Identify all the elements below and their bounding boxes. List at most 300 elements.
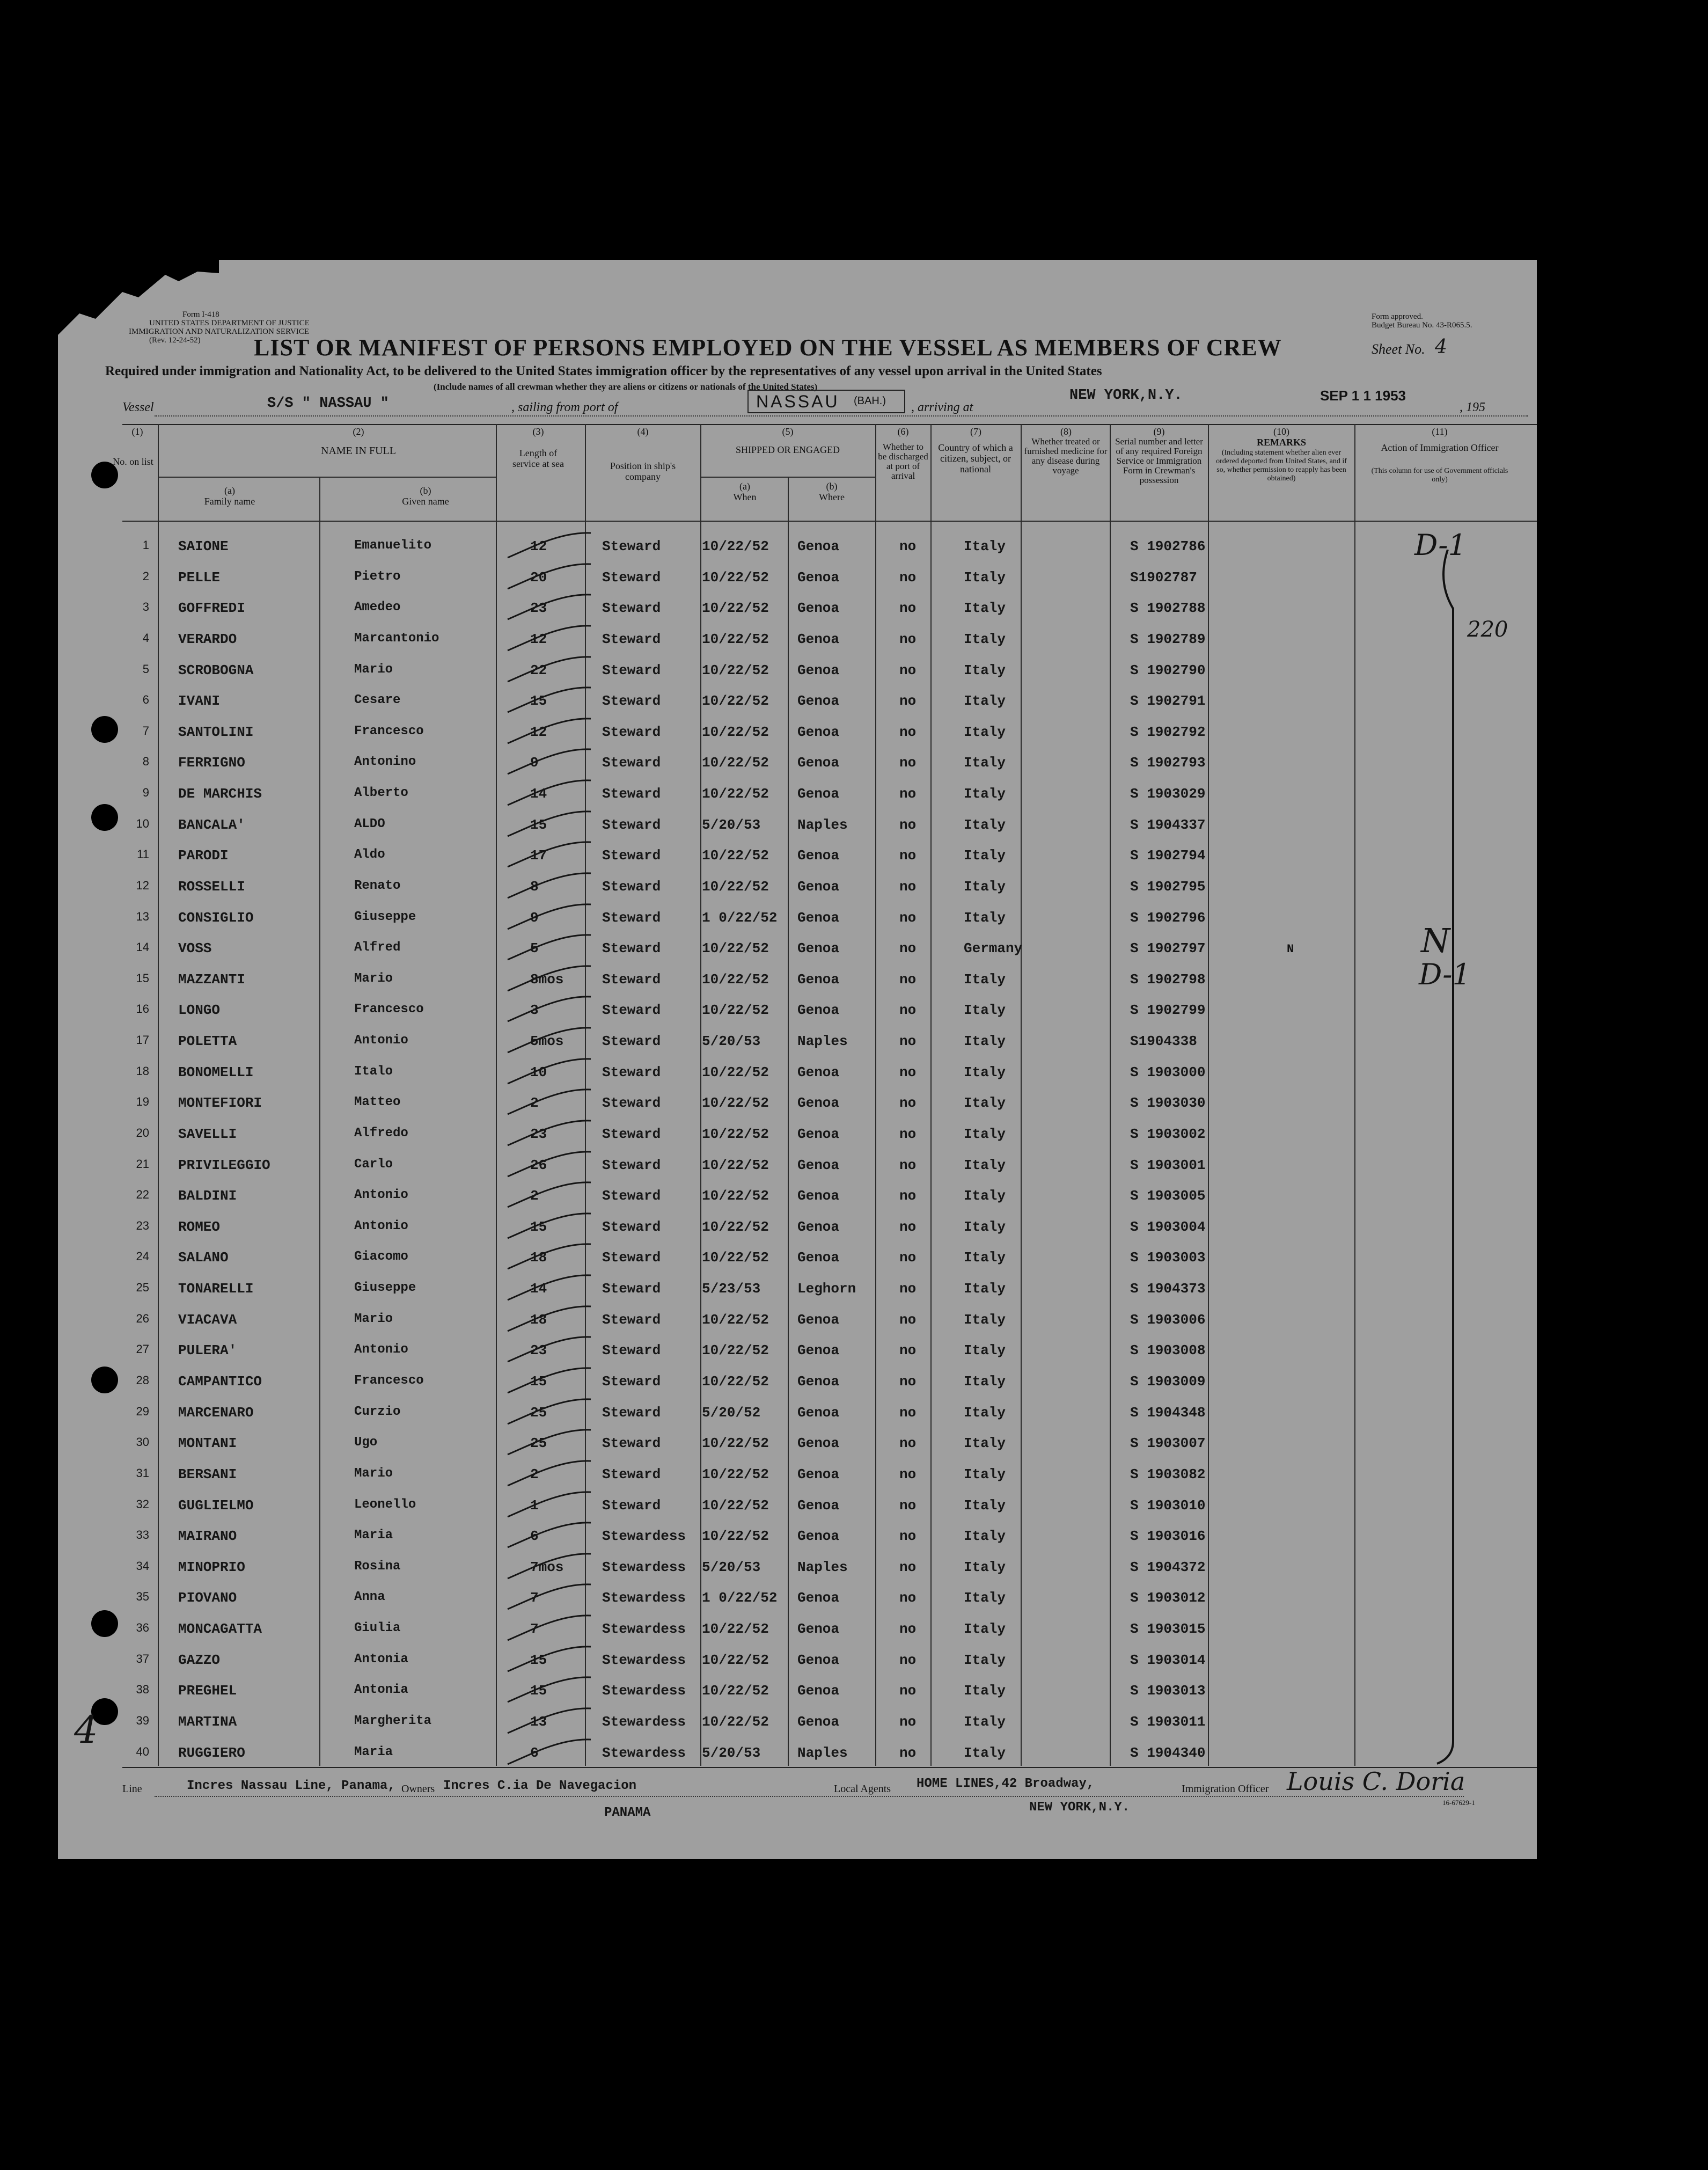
col9-number: (9) — [1153, 426, 1165, 437]
given-name: Antonio — [354, 1188, 408, 1203]
row-number: 22 — [136, 1188, 149, 1202]
discharged: no — [899, 1281, 917, 1297]
position: Steward — [602, 1002, 661, 1019]
row-number: 15 — [136, 971, 149, 985]
shipped-when: 10/22/52 — [702, 1311, 769, 1328]
discharged: no — [899, 1311, 917, 1328]
shipped-when: 5/20/53 — [702, 816, 761, 833]
include-note: (Include names of all crewman whether they are aliens or citizens or nationals of the United States) — [434, 382, 818, 392]
row-number: 4 — [142, 631, 149, 645]
row-number: 7 — [142, 724, 149, 737]
serial-number: S 1902796 — [1130, 909, 1206, 926]
country: Italy — [964, 1342, 1006, 1359]
given-name: Aldo — [354, 847, 385, 863]
table-row — [58, 1677, 1537, 1708]
serial-number: S 1903004 — [1130, 1218, 1206, 1235]
position: Steward — [602, 847, 661, 864]
row-number: 37 — [136, 1652, 149, 1665]
col6-header: Whether to be discharged at port of arrival — [878, 442, 928, 481]
col7-number: (7) — [970, 426, 981, 437]
serial-number: S 1903016 — [1130, 1528, 1206, 1545]
given-name: Antonia — [354, 1683, 408, 1698]
action-n-mark: N — [1421, 921, 1450, 960]
col2-header: NAME IN FULL — [321, 445, 396, 457]
position: Steward — [602, 1497, 661, 1514]
shipped-when: 10/22/52 — [702, 724, 769, 740]
position: Steward — [602, 724, 661, 740]
row-number: 23 — [136, 1218, 149, 1232]
department-line: UNITED STATES DEPARTMENT OF JUSTICE — [149, 319, 310, 327]
family-name: GOFFREDI — [178, 600, 245, 617]
serial-number: S 1902797 — [1130, 940, 1206, 957]
given-name: Antonio — [354, 1218, 408, 1233]
country: Italy — [964, 1218, 1006, 1235]
table-row — [58, 626, 1537, 656]
row-number: 9 — [142, 786, 149, 800]
family-name: CAMPANTICO — [178, 1373, 262, 1390]
shipped-where: Genoa — [797, 786, 840, 802]
length-of-service: 12 — [530, 724, 547, 740]
country: Italy — [964, 1466, 1006, 1482]
shipped-where: Genoa — [797, 1652, 840, 1668]
position: Steward — [602, 631, 661, 647]
position: Steward — [602, 1342, 661, 1359]
table-row — [58, 1708, 1537, 1739]
table-row — [58, 1368, 1537, 1399]
position: Steward — [602, 1033, 661, 1050]
shipped-when: 5/20/53 — [702, 1559, 761, 1575]
serial-number: S 1902788 — [1130, 600, 1206, 617]
serial-number: S 1902798 — [1130, 971, 1206, 988]
country: Italy — [964, 971, 1006, 988]
table-row — [58, 1182, 1537, 1213]
given-name: Marcantonio — [354, 631, 439, 646]
serial-number: S 1903002 — [1130, 1126, 1206, 1142]
position: Steward — [602, 1218, 661, 1235]
length-of-service: 25 — [530, 1404, 547, 1421]
family-name: MARCENARO — [178, 1404, 254, 1421]
row-number: 20 — [136, 1126, 149, 1139]
shipped-when: 10/22/52 — [702, 1250, 769, 1266]
length-of-service: 10 — [530, 1064, 547, 1080]
discharged: no — [899, 1497, 917, 1514]
serial-number: S 1903082 — [1130, 1466, 1206, 1482]
country: Italy — [964, 1281, 1006, 1297]
discharged: no — [899, 631, 917, 647]
serial-number: S 1902790 — [1130, 662, 1206, 678]
shipped-where: Genoa — [797, 1311, 840, 1328]
shipped-where: Genoa — [797, 1373, 840, 1390]
shipped-where: Naples — [797, 1559, 848, 1575]
position: Steward — [602, 1435, 661, 1452]
shipped-where: Genoa — [797, 600, 840, 617]
length-of-service: 15 — [530, 1218, 547, 1235]
given-name: Giacomo — [354, 1250, 408, 1265]
shipped-when: 10/22/52 — [702, 1435, 769, 1452]
position: Steward — [602, 1188, 661, 1204]
shipped-where: Genoa — [797, 1683, 840, 1699]
row-number: 32 — [136, 1497, 149, 1511]
col11-number: (11) — [1432, 426, 1448, 437]
discharged: no — [899, 1064, 917, 1080]
row-number: 10 — [136, 816, 149, 830]
arrival-date-stamp: SEP 1 1 1953 — [1320, 388, 1406, 404]
discharged: no — [899, 878, 917, 895]
row-number: 26 — [136, 1311, 149, 1325]
shipped-when: 10/22/52 — [702, 1188, 769, 1204]
shipped-when: 10/22/52 — [702, 538, 769, 554]
pen-check-mark — [502, 1612, 593, 1645]
col5-number: (5) — [782, 426, 794, 437]
table-row — [58, 935, 1537, 966]
shipped-when: 10/22/52 — [702, 693, 769, 710]
discharged: no — [899, 1590, 917, 1606]
family-name: BONOMELLI — [178, 1064, 254, 1080]
sheet-label: Sheet No. — [1372, 341, 1425, 357]
table-row — [58, 1275, 1537, 1306]
table-row — [58, 1492, 1537, 1523]
family-name: ROMEO — [178, 1218, 221, 1235]
shipped-when: 10/22/52 — [702, 569, 769, 586]
length-of-service: 5 — [530, 940, 539, 957]
family-name: MINOPRIO — [178, 1559, 245, 1575]
print-code: 16-67629-1 — [1442, 1799, 1475, 1807]
family-name: TONARELLI — [178, 1281, 254, 1297]
table-row — [58, 1647, 1537, 1677]
shipped-where: Genoa — [797, 878, 840, 895]
row-number: 8 — [142, 755, 149, 769]
given-name: Maria — [354, 1744, 393, 1759]
position: Stewardess — [602, 1713, 686, 1730]
pen-check-mark — [502, 1056, 593, 1088]
country: Italy — [964, 909, 1006, 926]
row-number: 21 — [136, 1157, 149, 1171]
country: Italy — [964, 538, 1006, 554]
length-of-service: 7mos — [530, 1559, 564, 1575]
given-name: Italo — [354, 1064, 393, 1079]
position: Steward — [602, 1064, 661, 1080]
given-name: Giulia — [354, 1621, 401, 1636]
family-name: PRIVILEGGIO — [178, 1157, 270, 1173]
discharged: no — [899, 847, 917, 864]
form-approved: Form approved. — [1372, 312, 1423, 321]
pen-check-mark — [502, 591, 593, 624]
shipped-when: 10/22/52 — [702, 1713, 769, 1730]
col5a-letter: (a) — [739, 481, 750, 492]
given-name: Matteo — [354, 1095, 401, 1110]
shipped-when: 5/20/53 — [702, 1033, 761, 1050]
shipped-when: 5/23/53 — [702, 1281, 761, 1297]
row-number: 34 — [136, 1559, 149, 1573]
shipped-where: Genoa — [797, 940, 840, 957]
serial-number: S1902787 — [1130, 569, 1197, 586]
col8-header: Whether treated or furnished medicine for any disease during voyage — [1024, 436, 1108, 476]
position: Steward — [602, 786, 661, 802]
shipped-when: 10/22/52 — [702, 1528, 769, 1545]
position: Steward — [602, 1373, 661, 1390]
pen-check-mark — [502, 1427, 593, 1459]
given-name: Francesco — [354, 1373, 424, 1388]
shipped-where: Genoa — [797, 1466, 840, 1482]
row-number: 27 — [136, 1342, 149, 1356]
family-name: BANCALA' — [178, 816, 245, 833]
discharged: no — [899, 1404, 917, 1421]
family-name: BALDINI — [178, 1188, 237, 1204]
shipped-when: 10/22/52 — [702, 1373, 769, 1390]
row-number: 1 — [142, 538, 149, 552]
shipped-where: Genoa — [797, 1188, 840, 1204]
country: Italy — [964, 786, 1006, 802]
grid-line — [158, 477, 496, 478]
shipped-where: Genoa — [797, 1002, 840, 1019]
arriving-label: , arriving at — [911, 400, 973, 414]
pen-check-mark — [502, 1458, 593, 1490]
serial-number: S1904338 — [1130, 1033, 1197, 1050]
shipped-when: 10/22/52 — [702, 631, 769, 647]
col9-header: Serial number and letter of any required Foreign Service or Immigration Form in Crewman's possession — [1115, 436, 1203, 485]
discharged: no — [899, 724, 917, 740]
col2a-letter: (a) — [224, 485, 235, 496]
serial-number: S 1903015 — [1130, 1621, 1206, 1638]
handwritten-220: 220 — [1467, 617, 1508, 642]
table-row — [58, 1554, 1537, 1584]
row-number: 35 — [136, 1590, 149, 1604]
row-number: 25 — [136, 1281, 149, 1295]
length-of-service: 7 — [530, 1621, 539, 1638]
pen-check-mark — [502, 1149, 593, 1181]
given-name: Anna — [354, 1590, 385, 1605]
col7-header: Country of which a citizen, subject, or national — [938, 442, 1013, 474]
given-name: Antonio — [354, 1342, 408, 1357]
country: Italy — [964, 1744, 1006, 1761]
discharged: no — [899, 816, 917, 833]
pen-check-mark — [502, 870, 593, 902]
row-number: 19 — [136, 1095, 149, 1109]
table-row — [58, 997, 1537, 1027]
revision-date: (Rev. 12-24-52) — [149, 336, 201, 345]
discharged: no — [899, 971, 917, 988]
shipped-where: Genoa — [797, 693, 840, 710]
serial-number: S 1904372 — [1130, 1559, 1206, 1575]
shipped-where: Genoa — [797, 755, 840, 771]
given-name: Pietro — [354, 569, 401, 584]
shipped-when: 10/22/52 — [702, 1466, 769, 1482]
row-number: 5 — [142, 662, 149, 676]
row-number: 13 — [136, 909, 149, 923]
family-name: ROSSELLI — [178, 878, 245, 895]
pen-check-mark — [502, 1365, 593, 1397]
given-name: Cesare — [354, 693, 401, 708]
pen-check-mark — [502, 1643, 593, 1676]
col1-number: (1) — [131, 426, 143, 437]
row-number: 6 — [142, 693, 149, 707]
table-row — [58, 1214, 1537, 1244]
family-name: GAZZO — [178, 1652, 221, 1668]
pen-check-mark — [502, 1551, 593, 1583]
row-number: 18 — [136, 1064, 149, 1078]
shipped-when: 1 0/22/52 — [702, 1590, 778, 1606]
serial-number: S 1904348 — [1130, 1404, 1206, 1421]
row-number: 24 — [136, 1250, 149, 1263]
serial-number: S 1903003 — [1130, 1250, 1206, 1266]
pen-check-mark — [502, 530, 593, 562]
country: Italy — [964, 878, 1006, 895]
position: Steward — [602, 1126, 661, 1142]
pen-check-mark — [502, 777, 593, 809]
footer-line-label: Line — [122, 1783, 142, 1795]
row-number: 11 — [137, 847, 149, 861]
shipped-where: Genoa — [797, 1126, 840, 1142]
family-name: PARODI — [178, 847, 229, 864]
year-suffix: , 195 — [1460, 400, 1485, 414]
country: Italy — [964, 1528, 1006, 1545]
table-row — [58, 1244, 1537, 1275]
position: Steward — [602, 693, 661, 710]
length-of-service: 2 — [530, 1095, 539, 1112]
serial-number: S 1903005 — [1130, 1188, 1206, 1204]
discharged: no — [899, 1126, 917, 1142]
shipped-where: Genoa — [797, 1528, 840, 1545]
given-name: Maria — [354, 1528, 393, 1543]
shipped-when: 10/22/52 — [702, 1002, 769, 1019]
col5a-header: When — [733, 492, 757, 502]
serial-number: S 1903007 — [1130, 1435, 1206, 1452]
table-row — [58, 595, 1537, 625]
action-d1-mid: D-1 — [1419, 958, 1471, 991]
length-of-service: 15 — [530, 816, 547, 833]
country: Italy — [964, 755, 1006, 771]
country: Italy — [964, 1095, 1006, 1112]
page-title: LIST OR MANIFEST OF PERSONS EMPLOYED ON THE VESSEL AS MEMBERS OF CREW — [254, 334, 1282, 361]
serial-number: S 1902786 — [1130, 538, 1206, 554]
discharged: no — [899, 1713, 917, 1730]
shipped-when: 10/22/52 — [702, 1342, 769, 1359]
pen-check-mark — [502, 1674, 593, 1706]
serial-number: S 1903014 — [1130, 1652, 1206, 1668]
discharged: no — [899, 755, 917, 771]
row-number: 31 — [136, 1466, 149, 1480]
country: Italy — [964, 600, 1006, 617]
country: Italy — [964, 1157, 1006, 1173]
shipped-when: 10/22/52 — [702, 755, 769, 771]
pen-check-mark — [502, 746, 593, 778]
table-row — [58, 904, 1537, 935]
shipped-where: Genoa — [797, 724, 840, 740]
position: Steward — [602, 909, 661, 926]
discharged: no — [899, 1342, 917, 1359]
country: Italy — [964, 1188, 1006, 1204]
position: Steward — [602, 940, 661, 957]
position: Steward — [602, 755, 661, 771]
pen-check-mark — [502, 1581, 593, 1613]
family-name: PREGHEL — [178, 1683, 237, 1699]
shipped-where: Genoa — [797, 1435, 840, 1452]
shipped-where: Leghorn — [797, 1281, 856, 1297]
serial-number: S 1902795 — [1130, 878, 1206, 895]
table-row — [58, 873, 1537, 904]
footer-owners-value: Incres C.ia De Navegacion — [443, 1779, 637, 1793]
serial-number: S 1903006 — [1130, 1311, 1206, 1328]
col3-header: Length of service at sea — [512, 448, 564, 469]
country: Italy — [964, 847, 1006, 864]
length-of-service: 17 — [530, 847, 547, 864]
table-row — [58, 1584, 1537, 1615]
position: Steward — [602, 1311, 661, 1328]
row-number: 16 — [136, 1002, 149, 1016]
family-name: VERARDO — [178, 631, 237, 647]
shipped-where: Genoa — [797, 971, 840, 988]
family-name: IVANI — [178, 693, 221, 710]
pen-check-mark — [502, 1025, 593, 1057]
port-stamp-box — [747, 390, 905, 413]
country: Italy — [964, 1126, 1006, 1142]
table-row — [58, 1152, 1537, 1182]
row-number: 36 — [136, 1621, 149, 1635]
footer-agents-value2: NEW YORK,N.Y. — [1029, 1800, 1130, 1815]
country: Italy — [964, 1435, 1006, 1452]
col2b-header: Given name — [402, 496, 449, 507]
shipped-when: 10/22/52 — [702, 1652, 769, 1668]
manifest-sheet — [58, 260, 1537, 1859]
shipped-when: 10/22/52 — [702, 1621, 769, 1638]
footer-underline — [155, 1796, 1464, 1798]
pen-check-mark — [502, 1736, 593, 1769]
shipped-where: Genoa — [797, 1157, 840, 1173]
given-name: Francesco — [354, 724, 424, 739]
row-number: 40 — [136, 1744, 149, 1758]
serial-number: S 1904373 — [1130, 1281, 1206, 1297]
vessel-underline — [155, 415, 1528, 417]
given-name: Emanuelito — [354, 538, 432, 553]
pen-check-mark — [502, 1334, 593, 1366]
given-name: ALDO — [354, 816, 385, 831]
row-number: 28 — [136, 1373, 149, 1387]
given-name: Mario — [354, 1311, 393, 1326]
discharged: no — [899, 1466, 917, 1482]
serial-number: S 1903012 — [1130, 1590, 1206, 1606]
table-row — [58, 780, 1537, 811]
col11-header: Action of Immigration Officer — [1381, 442, 1499, 453]
vessel-name: S/S " NASSAU " — [267, 396, 389, 412]
given-name: Curzio — [354, 1404, 401, 1419]
col1-header: No. on list — [113, 456, 153, 467]
serial-number: S 1903000 — [1130, 1064, 1206, 1080]
col10-header: REMARKS — [1256, 437, 1306, 448]
position: Stewardess — [602, 1621, 686, 1638]
family-name: SANTOLINI — [178, 724, 254, 740]
country: Italy — [964, 1373, 1006, 1390]
country: Italy — [964, 569, 1006, 586]
discharged: no — [899, 1435, 917, 1452]
serial-number: S 1903011 — [1130, 1713, 1206, 1730]
row-number: 39 — [136, 1713, 149, 1727]
shipped-where: Naples — [797, 1033, 848, 1050]
position: Stewardess — [602, 1559, 686, 1575]
length-of-service: 9 — [530, 755, 539, 771]
pen-check-mark — [502, 932, 593, 964]
discharged: no — [899, 940, 917, 957]
pen-check-mark — [502, 1179, 593, 1211]
length-of-service: 14 — [530, 786, 547, 802]
length-of-service: 15 — [530, 1652, 547, 1668]
serial-number: S 1902792 — [1130, 724, 1206, 740]
table-row — [58, 1306, 1537, 1337]
position: Stewardess — [602, 1744, 686, 1761]
position: Stewardess — [602, 1590, 686, 1606]
country: Italy — [964, 816, 1006, 833]
shipped-where: Genoa — [797, 1342, 840, 1359]
discharged: no — [899, 1033, 917, 1050]
